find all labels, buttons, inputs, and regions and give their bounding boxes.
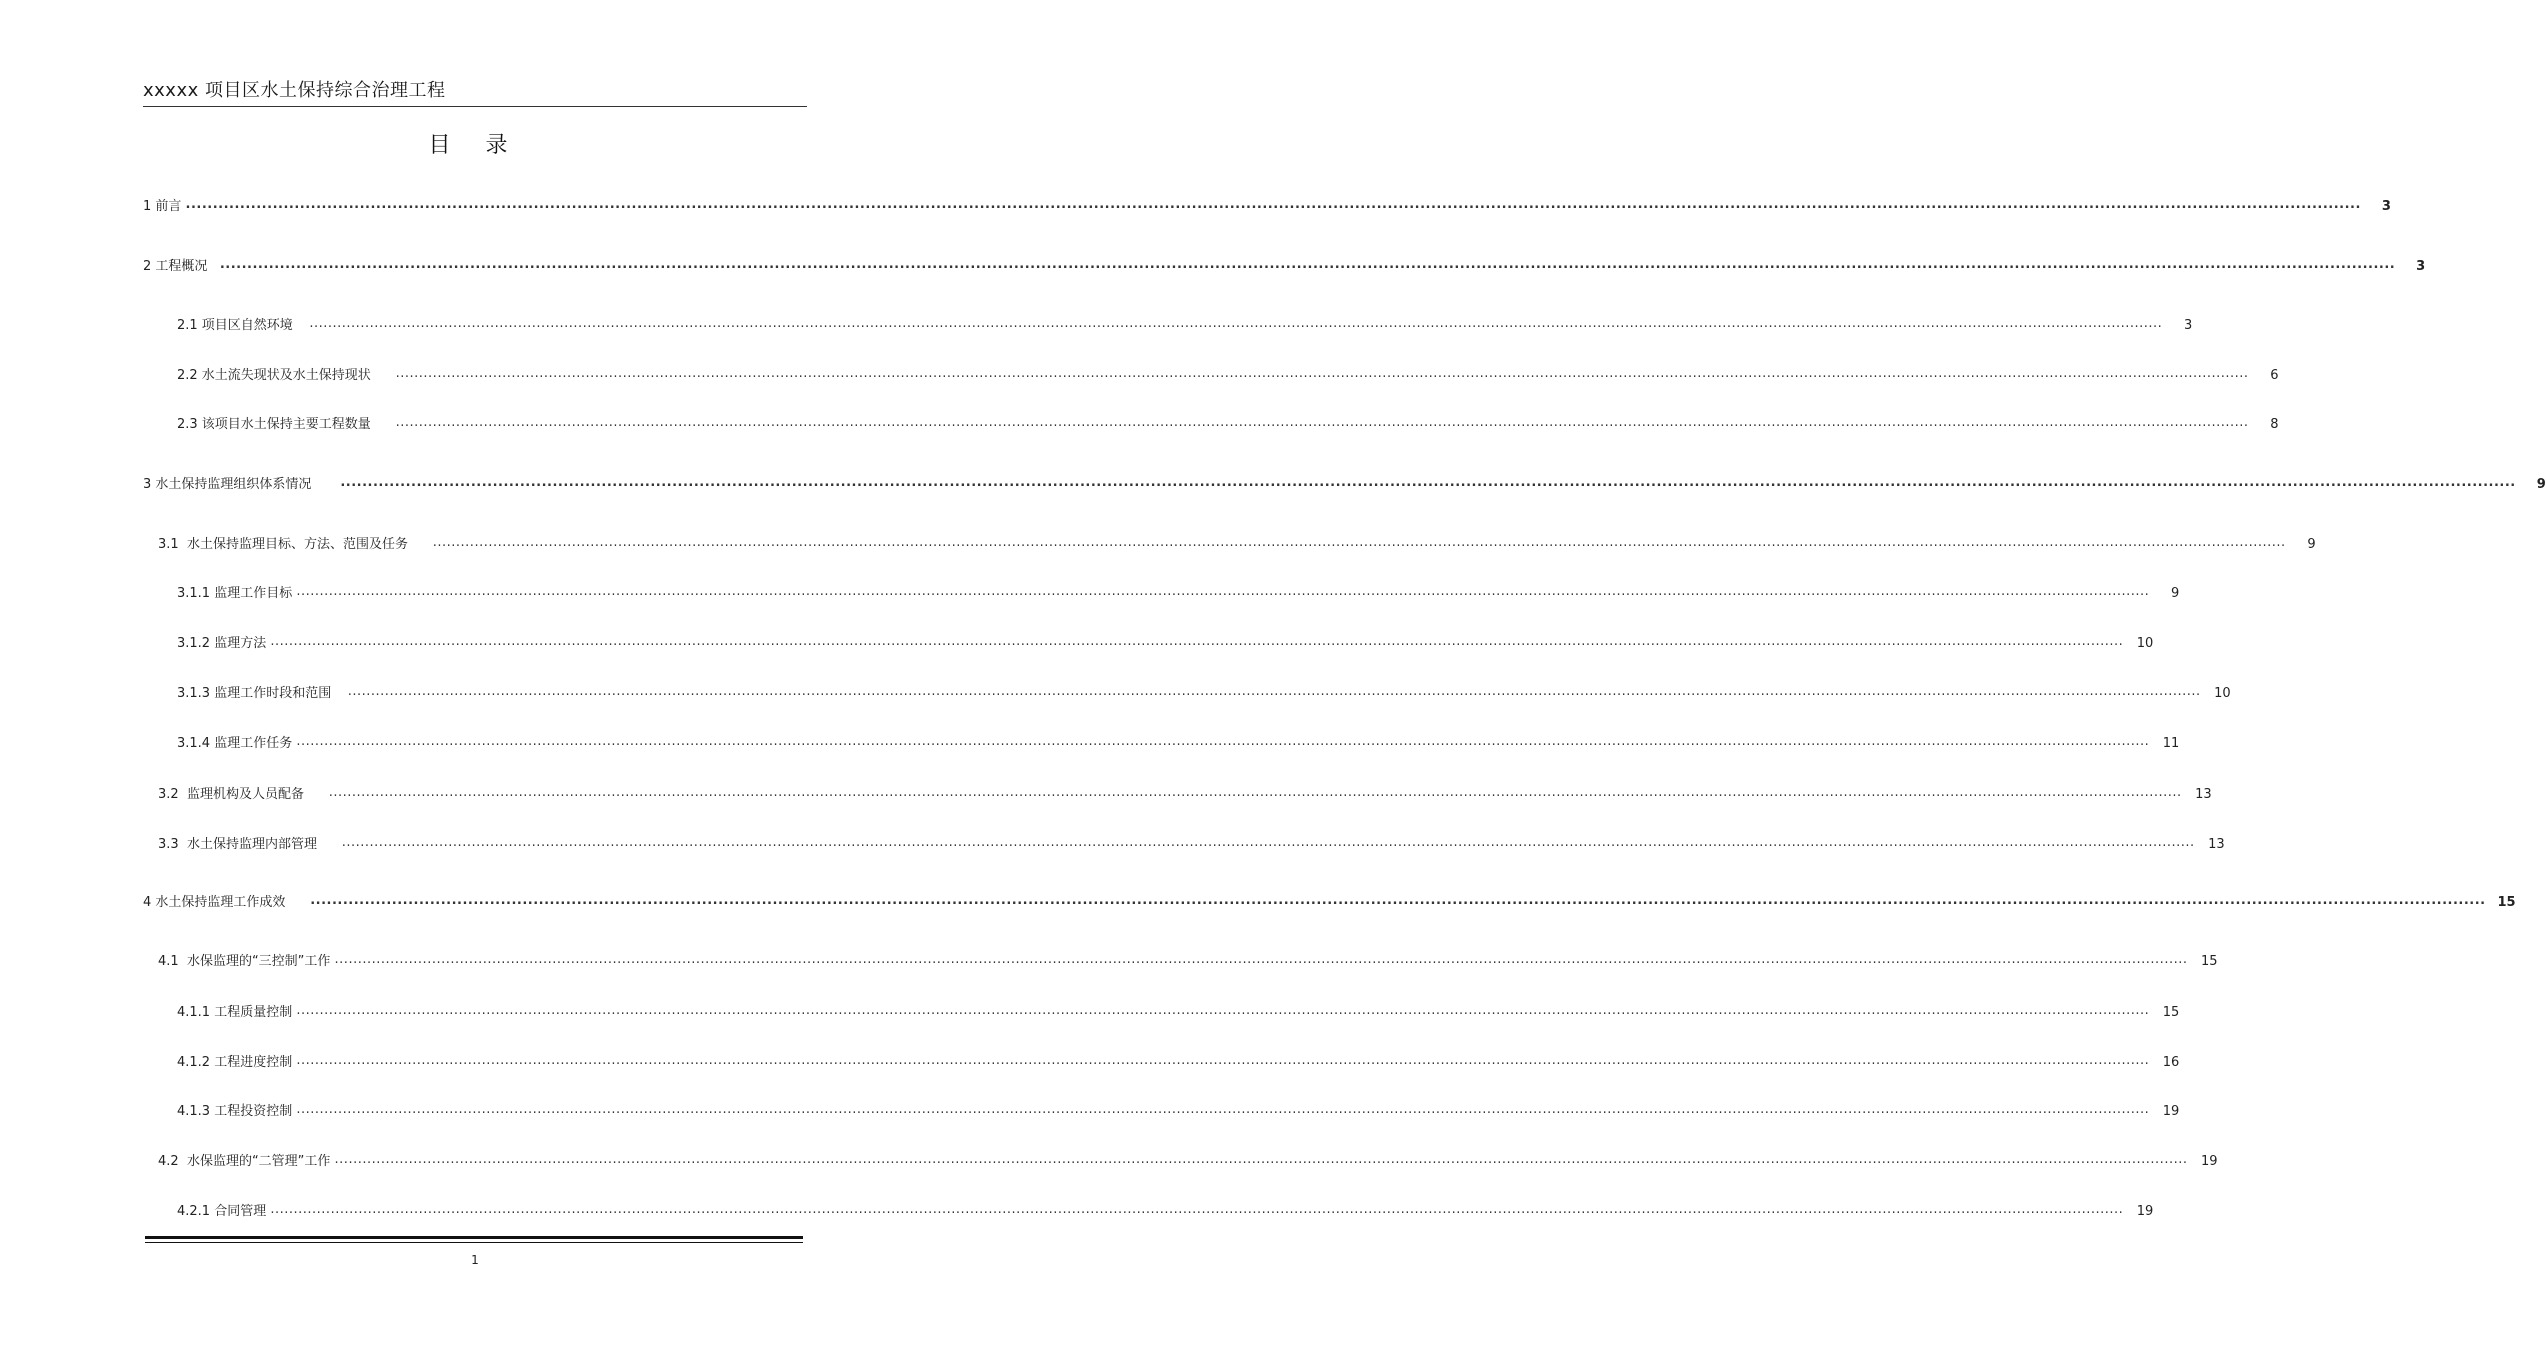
footer-rule-thin bbox=[145, 1242, 803, 1243]
toc-leader-dots: ................................................................................................................................................................................................................................................................................................................................................................................................................ bbox=[219, 257, 2396, 272]
toc-entry-label: 4.1 水保监理的“三控制”工作 bbox=[158, 954, 335, 969]
toc-entry[interactable] bbox=[177, 998, 2180, 1020]
toc-entry-label: 4.1.3 工程投资控制 bbox=[177, 1104, 297, 1119]
toc-entry-label: 4.2.1 合同管理 bbox=[177, 1204, 271, 1219]
toc-entry[interactable] bbox=[158, 947, 2218, 969]
toc-entry[interactable] bbox=[143, 252, 2426, 274]
toc-entry-label: 4.1.1 工程质量控制 bbox=[177, 1005, 297, 1020]
toc-entry-gap bbox=[375, 368, 396, 383]
toc-entry-label: 2.3 该项目水土保持主要工程数量 bbox=[177, 417, 375, 432]
toc-entry[interactable] bbox=[158, 780, 2212, 802]
toc-entry[interactable] bbox=[177, 1097, 2180, 1119]
toc-leader-dots: ................................................................................................................................................................................................................................................................................................................................................................................................................ bbox=[340, 475, 2516, 490]
toc-entry[interactable] bbox=[177, 311, 2193, 333]
toc-leader-dots: ................................................................................................................................................................................................................................................................................................................................................................................................................ bbox=[270, 1202, 2124, 1217]
toc-entry-gap bbox=[212, 259, 220, 274]
toc-entry-label: 3.1.4 监理工作任务 bbox=[177, 736, 297, 751]
toc-entry-page: 10 bbox=[2136, 636, 2154, 651]
toc-entry-page: 10 bbox=[2214, 686, 2231, 701]
toc-entry-gap bbox=[321, 837, 342, 852]
document-title: 目 录 bbox=[428, 133, 522, 158]
toc-entry-page: 3 bbox=[2381, 199, 2391, 214]
toc-leader-dots: ................................................................................................................................................................................................................................................................................................................................................................................................................ bbox=[334, 952, 2188, 967]
toc-leader-dots: ................................................................................................................................................................................................................................................................................................................................................................................................................ bbox=[296, 584, 2150, 599]
toc-entry-page: 19 bbox=[2200, 1154, 2218, 1169]
toc-entry-label: 3.1.3 监理工作时段和范围 bbox=[177, 686, 336, 701]
toc-entry-page: 13 bbox=[2195, 787, 2212, 802]
toc-leader-dots: ................................................................................................................................................................................................................................................................................................................................................................................................................ bbox=[395, 415, 2249, 430]
toc-leader-dots: ................................................................................................................................................................................................................................................................................................................................................................................................................ bbox=[296, 734, 2150, 749]
header-title: xxxxx 项目区水土保持综合治理工程 bbox=[143, 80, 446, 101]
toc-entry-page: 11 bbox=[2162, 736, 2180, 751]
toc-entry-gap bbox=[316, 477, 341, 492]
toc-entry-label: 3.1.1 监理工作目标 bbox=[177, 586, 297, 601]
toc-leader-dots: ................................................................................................................................................................................................................................................................................................................................................................................................................ bbox=[309, 316, 2163, 331]
toc-entry-page: 15 bbox=[2497, 895, 2516, 910]
page-number: 1 bbox=[471, 1253, 479, 1267]
toc-entry[interactable] bbox=[143, 470, 2546, 492]
toc-leader-dots: ................................................................................................................................................................................................................................................................................................................................................................................................................ bbox=[270, 634, 2124, 649]
toc-leader-dots: ................................................................................................................................................................................................................................................................................................................................................................................................................ bbox=[310, 893, 2486, 908]
toc-entry-page: 9 bbox=[2307, 537, 2316, 552]
toc-entry-gap bbox=[308, 787, 329, 802]
toc-entry[interactable] bbox=[143, 888, 2516, 910]
toc-entry-gap bbox=[290, 895, 311, 910]
toc-entry[interactable] bbox=[143, 192, 2391, 214]
toc-leader-dots: ................................................................................................................................................................................................................................................................................................................................................................................................................ bbox=[328, 785, 2182, 800]
toc-leader-dots: ................................................................................................................................................................................................................................................................................................................................................................................................................ bbox=[395, 366, 2249, 381]
toc-entry-page: 8 bbox=[2270, 417, 2279, 432]
toc-entry-label: 3.1.2 监理方法 bbox=[177, 636, 271, 651]
toc-entry[interactable] bbox=[177, 579, 2180, 601]
toc-entry-label: 3 水土保持监理组织体系情况 bbox=[143, 477, 316, 492]
toc-entry-label: 2.2 水土流失现状及水土保持现状 bbox=[177, 368, 375, 383]
toc-leader-dots: ................................................................................................................................................................................................................................................................................................................................................................................................................ bbox=[347, 684, 2201, 699]
toc-entry[interactable] bbox=[177, 361, 2279, 383]
toc-entry[interactable] bbox=[177, 679, 2231, 701]
toc-entry-gap bbox=[375, 417, 396, 432]
toc-entry-page: 19 bbox=[2136, 1204, 2154, 1219]
toc-entry-label: 4.1.2 工程进度控制 bbox=[177, 1055, 297, 1070]
toc-entry-page: 19 bbox=[2162, 1104, 2180, 1119]
toc-entry-page: 6 bbox=[2270, 368, 2279, 383]
toc-entry[interactable] bbox=[177, 629, 2154, 651]
toc-entry-label: 2.1 项目区自然环境 bbox=[177, 318, 297, 333]
toc-leader-dots: ................................................................................................................................................................................................................................................................................................................................................................................................................ bbox=[296, 1053, 2150, 1068]
toc-entry-page: 15 bbox=[2162, 1005, 2180, 1020]
toc-entry-label: 3.3 水土保持监理内部管理 bbox=[158, 837, 322, 852]
toc-entry-label: 3.1 水土保持监理目标、方法、范围及任务 bbox=[158, 537, 413, 552]
toc-leader-dots: ................................................................................................................................................................................................................................................................................................................................................................................................................ bbox=[296, 1003, 2150, 1018]
toc-entry[interactable] bbox=[158, 830, 2225, 852]
toc-entry-label: 2 工程概况 bbox=[143, 259, 212, 274]
toc-entry[interactable] bbox=[177, 410, 2279, 432]
toc-leader-dots: ................................................................................................................................................................................................................................................................................................................................................................................................................ bbox=[341, 835, 2195, 850]
toc-entry-label: 4.2 水保监理的“二管理”工作 bbox=[158, 1154, 335, 1169]
toc-entry[interactable] bbox=[177, 729, 2180, 751]
toc-entry-label: 4 水土保持监理工作成效 bbox=[143, 895, 290, 910]
toc-leader-dots: ................................................................................................................................................................................................................................................................................................................................................................................................................ bbox=[185, 197, 2361, 212]
toc-entry-label: 1 前言 bbox=[143, 199, 186, 214]
toc-entry[interactable] bbox=[177, 1197, 2154, 1219]
toc-entry-page: 9 bbox=[2536, 477, 2546, 492]
toc-entry-gap bbox=[297, 318, 309, 333]
toc-leader-dots: ................................................................................................................................................................................................................................................................................................................................................................................................................ bbox=[432, 535, 2286, 550]
toc-entry-page: 15 bbox=[2200, 954, 2218, 969]
toc-entry[interactable] bbox=[177, 1048, 2180, 1070]
toc-entry-gap bbox=[335, 686, 347, 701]
footer-rule-thick bbox=[145, 1236, 803, 1239]
toc-leader-dots: ................................................................................................................................................................................................................................................................................................................................................................................................................ bbox=[296, 1102, 2150, 1117]
toc-entry[interactable] bbox=[158, 530, 2316, 552]
toc-entry-gap bbox=[412, 537, 433, 552]
toc-entry-page: 9 bbox=[2171, 586, 2180, 601]
toc-entry-page: 3 bbox=[2184, 318, 2193, 333]
toc-entry-page: 13 bbox=[2208, 837, 2225, 852]
toc-leader-dots: ................................................................................................................................................................................................................................................................................................................................................................................................................ bbox=[334, 1152, 2188, 1167]
toc-entry-page: 16 bbox=[2162, 1055, 2180, 1070]
toc-entry-page: 3 bbox=[2416, 259, 2426, 274]
toc-entry[interactable] bbox=[158, 1147, 2218, 1169]
toc-entry-label: 3.2 监理机构及人员配备 bbox=[158, 787, 309, 802]
